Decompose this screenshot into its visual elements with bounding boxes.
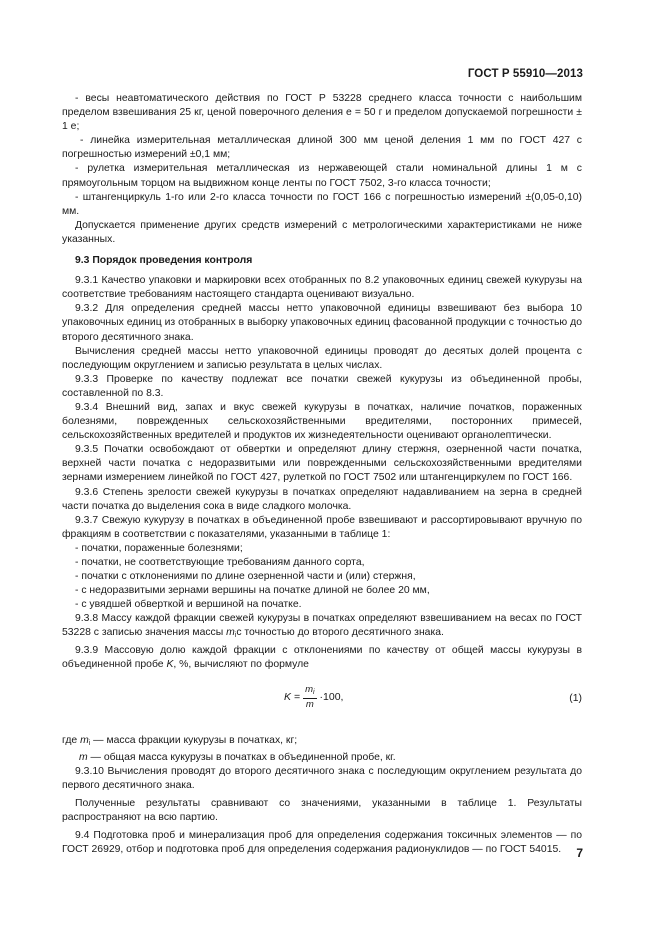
equation-number: (1) <box>569 692 582 704</box>
sub-i: i <box>88 739 91 747</box>
text: где <box>62 734 81 746</box>
numerator-sub: i <box>312 688 315 696</box>
paragraph: Вычисления средней массы нетто упаковочной единицы проводят до десятых долей процента с последующим округлением и записью результата в целых числах. <box>62 345 582 371</box>
fraction-item: - початки, пораженные болезнями; <box>75 542 243 554</box>
paragraph-9-3-9 <box>62 644 582 672</box>
var-m: m <box>79 751 88 763</box>
paragraph: Полученные результаты сравнивают со значениями, указанными в таблице 1. Результаты распространяют на всю партию. <box>62 798 582 824</box>
text: 9.3.8 Массу каждой фракции свежей кукурузы в початках определяют взвешиванием на весах по ГОСТ 53228 с записью значения массы <box>62 613 582 639</box>
sub-i: i <box>234 632 237 640</box>
formula-rhs: ·100, <box>319 690 344 703</box>
formula-expression <box>284 684 343 710</box>
instrument-item: - линейка измерительная металлическая длиной 300 мм ценой деления 1 мм по ГОСТ 427 с погрешностью измерений ±0,1 мм; <box>62 135 582 161</box>
section-heading: 9.3 Порядок проведения контроля <box>75 255 253 267</box>
formula-block <box>62 682 582 722</box>
text: , %, вычисляют по формуле <box>173 658 309 670</box>
formula-lhs: K = <box>284 690 301 703</box>
var-k: K <box>166 658 174 670</box>
fraction-item: - с увядшей обверткой и вершиной на початке. <box>75 599 302 611</box>
text: с точностью до второго десятичного знака. <box>236 627 444 639</box>
page-number: 7 <box>576 846 583 860</box>
var-m: m <box>226 627 235 639</box>
paragraph: 9.3.6 Степень зрелости свежей кукурузы в початках определяют надавливанием на зерна в средней части початка до выделения сока в виде сладкого молочка. <box>62 486 582 512</box>
instrument-item: - рулетка измерительная металлическая из нержавеющей стали номинальной длины 1 м с прямоугольным торцом на выдвижном конце ленты по ГОСТ 7502, 3-го класса точности; <box>62 163 582 189</box>
paragraph: 9.3.7 Свежую кукурузу в початках в объединенной пробе взвешивают и рассортировывают вручную по фракциям в соответствии с показателями, указанными в таблице 1: <box>62 514 582 540</box>
paragraph-9-3-8 <box>62 612 582 643</box>
paragraph: 9.4 Подготовка проб и минерализация проб для определения содержания токсичных элементов — по ГОСТ 26929, отбор и подготовка проб для определения содержания радионуклидов — по ГОСТ 54015. <box>62 830 582 856</box>
document-id: ГОСТ Р 55910—2013 <box>467 68 583 80</box>
fraction-item: - с недоразвитыми зернами вершины на початке длиной не более 20 мм, <box>75 585 430 597</box>
paragraph: 9.3.2 Для определения средней массы нетто упаковочной единицы взвешивают без выбора 10 упаковочных единиц из отобранных в выборку упаковочных единиц фасованной продукции с точностью до второго десятичного знака. <box>62 303 582 343</box>
var-m: m <box>80 734 89 746</box>
instrument-item: - штангенциркуль 1-го или 2-го класса точности по ГОСТ 166 с погрешностью измерений ±(0,05-0,10) мм. <box>62 191 582 217</box>
paragraph: 9.3.1 Качество упаковки и маркировки всех отобранных по 8.2 упаковочных единиц свежей кукурузы на соответствие требованиям настоящего стандарта оценивают визуально. <box>62 275 582 301</box>
paragraph: 9.3.3 Проверке по качеству подлежат все початки свежей кукурузы из объединенной пробы, составленной по 8.3. <box>62 373 582 399</box>
instrument-item: - весы неавтоматического действия по ГОСТ Р 53228 среднего класса точности с наибольшим пределом взвешивания 25 кг, ценой поверочного деления e = 50 г и пределом допускаемой погрешности ± 1 e; <box>62 93 582 133</box>
formula-denominator: m <box>305 698 314 710</box>
fraction-item: - початки, не соответствующие требованиям данного сорта, <box>75 557 365 568</box>
where-line-2 <box>62 751 582 765</box>
formula-fraction <box>303 684 316 710</box>
allow-note: Допускается применение других средств измерений с метрологическими характеристиками не ниже указанных. <box>62 219 582 245</box>
where-line-1 <box>62 734 582 751</box>
document-body <box>62 92 582 858</box>
text: — масса фракции кукурузы в початках, кг; <box>90 734 298 746</box>
text: 9.3.9 Массовую долю каждой фракции с отклонениями по качеству от общей массы кукурузы в объединенной пробе <box>62 644 582 670</box>
text: — общая масса кукурузы в початках в объединенной пробе, кг. <box>87 751 396 763</box>
paragraph: 9.3.5 Початки освобождают от обвертки и определяют длину стержня, озерненной части початка, верхней части початка с недоразвитыми или поврежденными сельскохозяйственными вредителями зернами измерением линейкой по ГОСТ 427, рулеткой по ГОСТ 7502 или штангенциркулем по ГОСТ 166. <box>62 444 582 484</box>
formula-numerator <box>303 684 316 699</box>
numerator-var: m <box>305 683 313 695</box>
paragraph: 9.3.10 Вычисления проводят до второго десятичного знака с последующим округлением результата до первого десятичного знака. <box>62 765 582 792</box>
paragraph: 9.3.4 Внешний вид, запах и вкус свежей кукурузы в початках, наличие початков, пораженных болезнями, поврежденных сельскохозяйственными вредителями, посторонних примесей, сельскохозяйственных вредителей и продуктов их жизнедеятельности оценивают органолептически. <box>62 401 582 442</box>
fraction-item: - початки с отклонениями по длине озерненной части и (или) стержня, <box>75 571 416 583</box>
